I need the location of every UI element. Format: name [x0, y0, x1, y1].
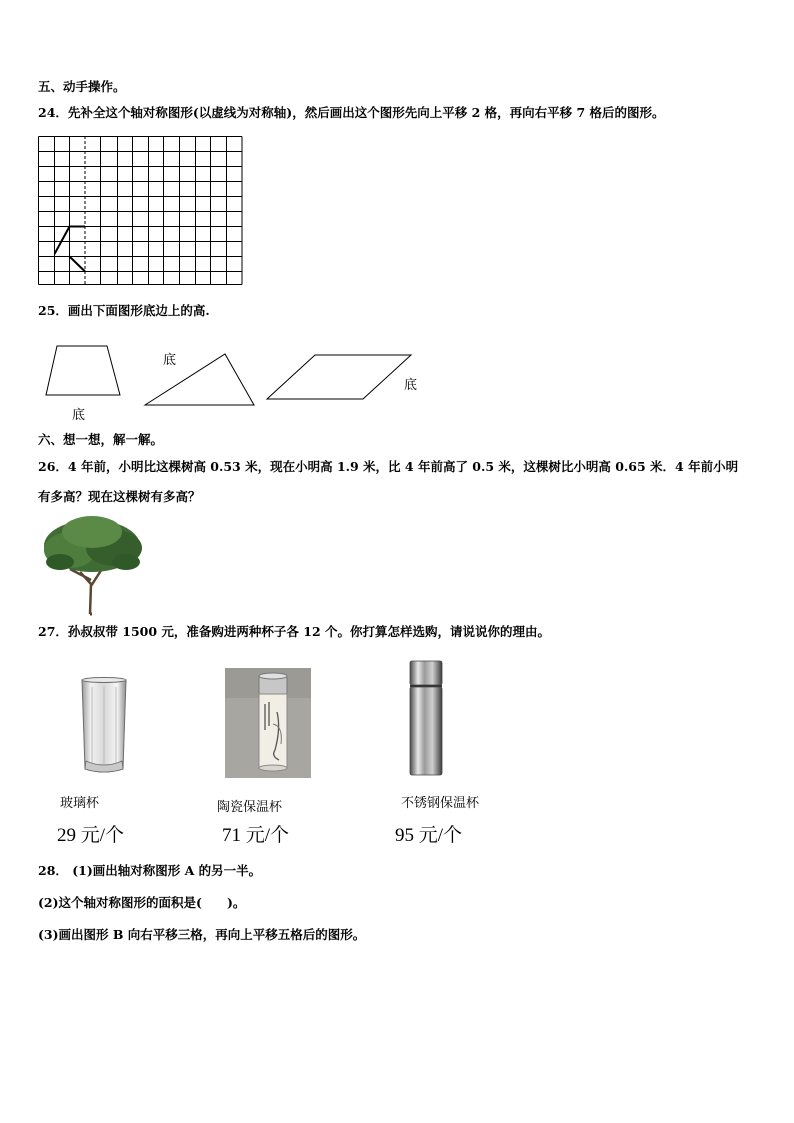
- stainless-thermos-name: 不锈钢保温杯: [401, 796, 480, 811]
- question-24: 24．先补全这个轴对称图形(以虚线为对称轴)，然后画出这个图形先向上平移 2 格，再向右平移 7 格后的图形。: [38, 105, 665, 120]
- section-5-heading: 五、动手操作。: [38, 79, 126, 94]
- trapezoid-shape: [44, 344, 124, 398]
- section-6-heading: 六、想一想，解一解。: [38, 432, 164, 447]
- triangle-base-label: 底: [163, 353, 177, 368]
- ceramic-thermos-image: [225, 668, 311, 778]
- glass-cup-name: 玻璃杯: [60, 796, 100, 811]
- glass-cup-image: [80, 677, 128, 777]
- question-27: 27．孙叔叔带 1500 元，准备购进两种杯子各 12 个。你打算怎样选购，请说说你的理由。: [38, 624, 550, 639]
- question-26-line-1: 26．4 年前，小明比这棵树高 0.53 米，现在小明高 1.9 米，比 4 年前高了 0.5 米，这棵树比小明高 0.65 米．4 年前小明: [38, 459, 739, 474]
- question-28-part-3: (3)画出图形 B 向右平移三格，再向上平移五格后的图形。: [38, 927, 366, 942]
- parallelogram-shape: [265, 353, 413, 401]
- triangle-shape: [144, 352, 256, 408]
- question-26-line-2: 有多高？现在这棵树有多高？: [38, 489, 201, 504]
- question-28-part-2: (2)这个轴对称图形的面积是( )。: [38, 895, 246, 910]
- question-25: 25．画出下面图形底边上的高.: [38, 303, 210, 318]
- tree-image: [40, 514, 146, 616]
- trapezoid-base-label: 底: [72, 408, 86, 423]
- q24-grid: [38, 136, 244, 286]
- glass-cup-price: 29 元/个: [57, 825, 125, 846]
- stainless-thermos-price: 95 元/个: [395, 825, 463, 846]
- question-28-part-1: 28． (1)画出轴对称图形 A 的另一半。: [38, 863, 262, 878]
- parallelogram-base-label: 底: [404, 378, 418, 393]
- stainless-thermos-image: [406, 660, 446, 778]
- ceramic-thermos-name: 陶瓷保温杯: [217, 800, 283, 815]
- ceramic-thermos-price: 71 元/个: [222, 825, 290, 846]
